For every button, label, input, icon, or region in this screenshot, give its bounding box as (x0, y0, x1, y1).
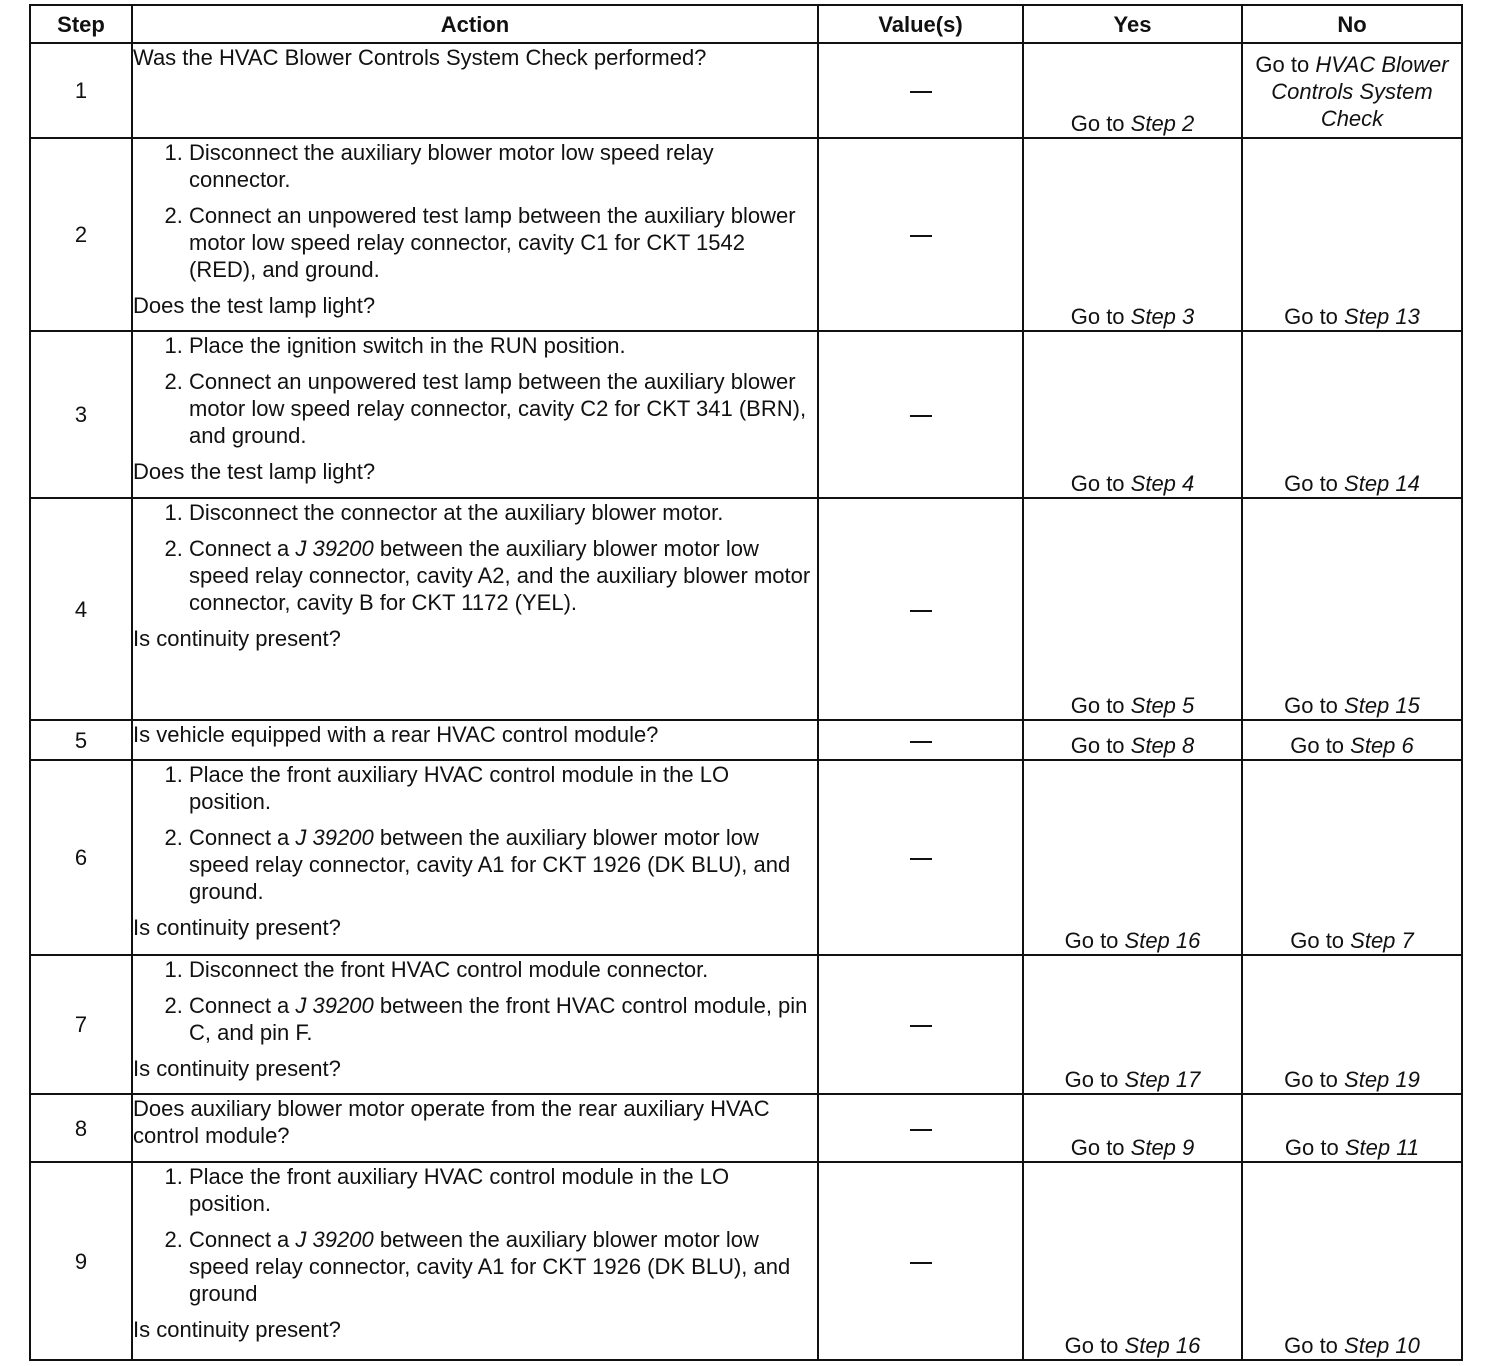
go-to-text: Go to (1070, 111, 1131, 136)
action-cell (132, 720, 818, 760)
no-cell (1242, 760, 1462, 955)
no-cell (1242, 331, 1462, 498)
table-row (30, 138, 1462, 331)
table-header-row (30, 5, 1462, 43)
step-reference: Step 4 (1130, 471, 1195, 496)
action-question: Was the HVAC Blower Controls System Check performed? (133, 45, 707, 70)
go-to-text: Go to (1070, 693, 1131, 718)
yes-cell (1023, 720, 1242, 760)
step-reference: Step 5 (1130, 693, 1195, 718)
substep-item: 1. Disconnect the connector at the auxiliary blower motor. (189, 499, 817, 526)
go-to-text: Go to (1070, 1135, 1131, 1160)
go-to-text: Go to (1284, 1135, 1345, 1160)
substep-list (133, 499, 817, 616)
action-cell (132, 955, 818, 1094)
step-reference: Step 3 (1130, 304, 1195, 329)
no-cell (1242, 955, 1462, 1094)
substep-list (133, 332, 817, 449)
action-cell (132, 1094, 818, 1162)
value-cell (818, 720, 1023, 760)
step-number-cell: 4 (30, 498, 132, 720)
go-to-text: Go to (1064, 1067, 1125, 1092)
substep-item: 1. Disconnect the front HVAC control module connector. (189, 956, 817, 983)
action-question: Is vehicle equipped with a rear HVAC control module? (133, 722, 659, 747)
go-to-text: Go to (1064, 1333, 1125, 1358)
yes-cell (1023, 43, 1242, 138)
action-question: Is continuity present? (133, 1317, 341, 1342)
dash-value (910, 91, 932, 93)
substep-item: 2. Connect a J 39200 between the front HVAC control module, pin C, and pin F. (189, 992, 817, 1046)
substep-item: 2. Connect a J 39200 between the auxiliary blower motor low speed relay connector, cavity A1 for CKT 1926 (DK BLU), and ground. (189, 824, 817, 905)
dash-value (910, 235, 932, 237)
go-to-text: Go to (1255, 52, 1316, 77)
substep-item: 1. Disconnect the auxiliary blower motor low speed relay connector. (189, 139, 817, 193)
dash-value (910, 1262, 932, 1264)
table-row (30, 760, 1462, 955)
step-number-cell: 2 (30, 138, 132, 331)
substep-item: 2. Connect an unpowered test lamp between the auxiliary blower motor low speed relay connector, cavity C2 for CKT 341 (BRN), and ground. (189, 368, 817, 449)
value-cell (818, 43, 1023, 138)
header-values: Value(s) (818, 5, 1023, 43)
step-number-cell: 1 (30, 43, 132, 138)
step-reference: Step 14 (1344, 471, 1420, 496)
action-cell (132, 138, 818, 331)
yes-cell (1023, 138, 1242, 331)
step-number-cell: 8 (30, 1094, 132, 1162)
step-reference: Step 16 (1124, 928, 1201, 953)
value-cell (818, 331, 1023, 498)
go-to-text: Go to (1070, 304, 1131, 329)
go-to-text: Go to (1284, 304, 1345, 329)
value-cell (818, 498, 1023, 720)
step-number-cell: 5 (30, 720, 132, 760)
go-to-text: Go to (1070, 471, 1131, 496)
step-number-cell: 3 (30, 331, 132, 498)
no-cell (1242, 1162, 1462, 1360)
value-cell (818, 760, 1023, 955)
dash-value (910, 415, 932, 417)
substep-list (133, 761, 817, 905)
yes-cell (1023, 498, 1242, 720)
dash-value (910, 1025, 932, 1027)
step-reference: HVAC Blower Controls System Check (1271, 52, 1449, 131)
substep-item: 1. Place the ignition switch in the RUN position. (189, 332, 817, 359)
no-cell (1242, 43, 1462, 138)
substep-item: 2. Connect an unpowered test lamp between the auxiliary blower motor low speed relay connector, cavity C1 for CKT 1542 (RED), and ground. (189, 202, 817, 283)
step-number-cell: 7 (30, 955, 132, 1094)
action-question: Is continuity present? (133, 915, 341, 940)
dash-value (910, 1129, 932, 1131)
no-cell (1242, 1094, 1462, 1162)
no-cell (1242, 720, 1462, 760)
substep-item: 2. Connect a J 39200 between the auxiliary blower motor low speed relay connector, cavity A1 for CKT 1926 (DK BLU), and ground (189, 1226, 817, 1307)
step-reference: Step 16 (1124, 1333, 1201, 1358)
yes-cell (1023, 955, 1242, 1094)
table-row (30, 331, 1462, 498)
go-to-text: Go to (1284, 693, 1345, 718)
action-cell (132, 760, 818, 955)
value-cell (818, 955, 1023, 1094)
substep-item: 1. Place the front auxiliary HVAC control module in the LO position. (189, 1163, 817, 1217)
no-cell (1242, 498, 1462, 720)
header-yes: Yes (1023, 5, 1242, 43)
step-reference: Step 2 (1130, 111, 1195, 136)
dash-value (910, 610, 932, 612)
action-question: Is continuity present? (133, 1056, 341, 1081)
yes-cell (1023, 1094, 1242, 1162)
go-to-link (1255, 51, 1449, 132)
table-body (30, 43, 1462, 1360)
diagnostic-table (29, 4, 1463, 1361)
table-row (30, 720, 1462, 760)
go-to-text: Go to (1070, 733, 1131, 758)
tool-number: J 39200 (295, 825, 374, 850)
action-question: Does the test lamp light? (133, 459, 376, 484)
header-step: Step (30, 5, 132, 43)
action-question: Is continuity present? (133, 626, 341, 651)
substep-list (133, 139, 817, 283)
dash-value (910, 858, 932, 860)
action-cell (132, 1162, 818, 1360)
yes-cell (1023, 331, 1242, 498)
table-row (30, 43, 1462, 138)
value-cell (818, 1094, 1023, 1162)
step-reference: Step 6 (1350, 733, 1414, 758)
value-cell (818, 1162, 1023, 1360)
step-reference: Step 9 (1130, 1135, 1195, 1160)
table-row (30, 955, 1462, 1094)
substep-item: 2. Connect a J 39200 between the auxiliary blower motor low speed relay connector, cavity A2, and the auxiliary blower motor connector, cavity B for CKT 1172 (YEL). (189, 535, 817, 616)
action-cell (132, 331, 818, 498)
go-to-text: Go to (1284, 471, 1345, 496)
step-reference: Step 17 (1124, 1067, 1201, 1092)
go-to-text: Go to (1290, 733, 1351, 758)
action-cell (132, 43, 818, 138)
step-reference: Step 19 (1344, 1067, 1420, 1092)
tool-number: J 39200 (295, 1227, 374, 1252)
step-reference: Step 13 (1344, 304, 1420, 329)
table-row (30, 1162, 1462, 1360)
table-row (30, 498, 1462, 720)
yes-cell (1023, 760, 1242, 955)
step-reference: Step 15 (1344, 693, 1420, 718)
substep-item: 1. Place the front auxiliary HVAC control module in the LO position. (189, 761, 817, 815)
substep-list (133, 1163, 817, 1307)
yes-cell (1023, 1162, 1242, 1360)
step-reference: Step 10 (1344, 1333, 1420, 1358)
value-cell (818, 138, 1023, 331)
go-to-text: Go to (1064, 928, 1125, 953)
tool-number: J 39200 (295, 536, 374, 561)
substep-list (133, 956, 817, 1046)
tool-number: J 39200 (295, 993, 374, 1018)
go-to-text: Go to (1284, 1067, 1345, 1092)
action-question: Does the test lamp light? (133, 293, 376, 318)
dash-value (910, 741, 932, 743)
step-reference: Step 8 (1130, 733, 1195, 758)
table-row (30, 1094, 1462, 1162)
step-number-cell: 6 (30, 760, 132, 955)
step-reference: Step 11 (1344, 1135, 1420, 1160)
go-to-text: Go to (1290, 928, 1351, 953)
no-cell (1242, 138, 1462, 331)
header-no: No (1242, 5, 1462, 43)
step-reference: Step 7 (1350, 928, 1414, 953)
action-cell (132, 498, 818, 720)
step-number-cell: 9 (30, 1162, 132, 1360)
action-question: Does auxiliary blower motor operate from the rear auxiliary HVAC control module? (133, 1096, 770, 1148)
header-action: Action (132, 5, 818, 43)
go-to-text: Go to (1284, 1333, 1345, 1358)
